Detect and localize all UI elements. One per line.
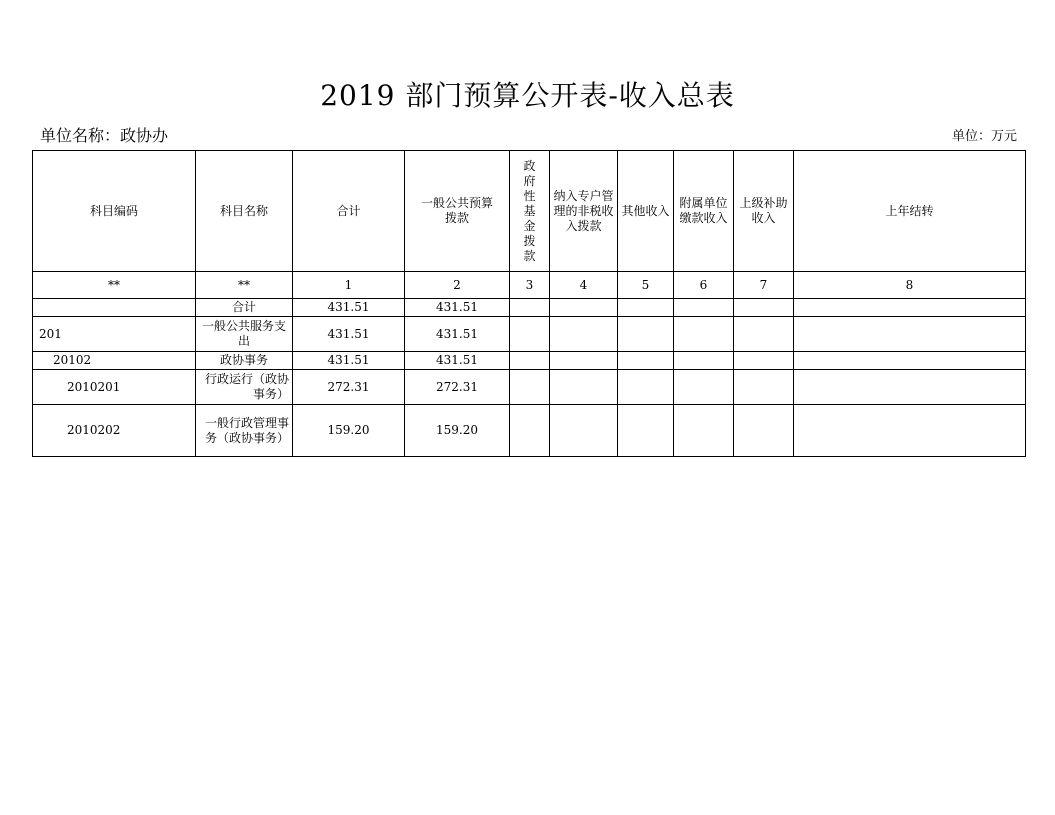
empty-cell bbox=[734, 299, 794, 317]
index-cell: ** bbox=[33, 272, 196, 299]
header-affiliated: 附属单位缴款收入 bbox=[674, 151, 734, 272]
empty-cell bbox=[510, 405, 550, 457]
unit-name: 单位名称：政协办 bbox=[40, 126, 169, 145]
header-row bbox=[33, 151, 1026, 272]
table-row bbox=[33, 317, 1026, 352]
index-cell: 1 bbox=[293, 272, 405, 299]
empty-cell bbox=[510, 299, 550, 317]
header-other: 其他收入 bbox=[618, 151, 674, 272]
row-code: 2010202 bbox=[33, 405, 196, 457]
index-cell: 7 bbox=[734, 272, 794, 299]
row-total: 159.20 bbox=[293, 405, 405, 457]
empty-cell bbox=[550, 405, 618, 457]
unit-label: 单位：万元 bbox=[951, 129, 1017, 144]
empty-cell bbox=[794, 370, 1026, 405]
row-general: 159.20 bbox=[405, 405, 510, 457]
index-cell: ** bbox=[196, 272, 293, 299]
empty-cell bbox=[618, 317, 674, 352]
row-code: 2010201 bbox=[33, 370, 196, 405]
row-general: 431.51 bbox=[405, 317, 510, 352]
empty-cell bbox=[794, 352, 1026, 370]
index-cell: 8 bbox=[794, 272, 1026, 299]
row-code: 201 bbox=[33, 317, 196, 352]
table-row bbox=[33, 370, 1026, 405]
income-summary-table bbox=[32, 150, 1026, 457]
empty-cell bbox=[794, 405, 1026, 457]
empty-cell bbox=[618, 299, 674, 317]
row-general: 431.51 bbox=[405, 352, 510, 370]
header-total: 合计 bbox=[293, 151, 405, 272]
empty-cell bbox=[510, 352, 550, 370]
empty-cell bbox=[618, 352, 674, 370]
header-gov-fund-char: 金 bbox=[523, 218, 536, 233]
empty-cell bbox=[674, 352, 734, 370]
row-code bbox=[33, 299, 196, 317]
empty-cell bbox=[674, 317, 734, 352]
index-cell: 3 bbox=[510, 272, 550, 299]
index-cell: 4 bbox=[550, 272, 618, 299]
empty-cell bbox=[674, 299, 734, 317]
empty-cell bbox=[734, 405, 794, 457]
index-row bbox=[33, 272, 1026, 299]
row-name: 一般行政管理事务（政协事务） bbox=[196, 405, 293, 457]
header-gov-fund-char: 政 bbox=[523, 158, 536, 173]
empty-cell bbox=[674, 370, 734, 405]
header-gov-fund bbox=[510, 151, 550, 272]
row-name: 政协事务 bbox=[196, 352, 293, 370]
empty-cell bbox=[510, 370, 550, 405]
row-general: 272.31 bbox=[405, 370, 510, 405]
header-gov-fund-char: 拨 bbox=[523, 233, 536, 248]
row-total: 431.51 bbox=[293, 317, 405, 352]
page-title: 2019 部门预算公开表-收入总表 bbox=[320, 79, 735, 112]
row-name: 合计 bbox=[196, 299, 293, 317]
empty-cell bbox=[794, 317, 1026, 352]
header-code: 科目编码 bbox=[33, 151, 196, 272]
empty-cell bbox=[674, 405, 734, 457]
empty-cell bbox=[618, 405, 674, 457]
row-name: 行政运行（政协事务） bbox=[196, 370, 293, 405]
header-gov-fund-char: 款 bbox=[523, 248, 536, 263]
empty-cell bbox=[734, 352, 794, 370]
index-cell: 2 bbox=[405, 272, 510, 299]
table-row bbox=[33, 405, 1026, 457]
header-gov-fund-char: 府 bbox=[523, 173, 536, 188]
row-total: 272.31 bbox=[293, 370, 405, 405]
empty-cell bbox=[794, 299, 1026, 317]
empty-cell bbox=[550, 370, 618, 405]
empty-cell bbox=[510, 317, 550, 352]
row-total: 431.51 bbox=[293, 352, 405, 370]
empty-cell bbox=[618, 370, 674, 405]
empty-cell bbox=[550, 299, 618, 317]
row-name: 一般公共服务支出 bbox=[196, 317, 293, 352]
empty-cell bbox=[550, 317, 618, 352]
row-code: 20102 bbox=[33, 352, 196, 370]
index-cell: 6 bbox=[674, 272, 734, 299]
empty-cell bbox=[550, 352, 618, 370]
header-special: 纳入专户管理的非税收入拨款 bbox=[550, 151, 618, 272]
header-general: 一般公共预算拨款 bbox=[405, 151, 510, 272]
header-gov-fund-char: 性 bbox=[523, 188, 536, 203]
header-name: 科目名称 bbox=[196, 151, 293, 272]
table-row bbox=[33, 352, 1026, 370]
header-carryover: 上年结转 bbox=[794, 151, 1026, 272]
header-gov-fund-char: 基 bbox=[523, 203, 536, 218]
index-cell: 5 bbox=[618, 272, 674, 299]
empty-cell bbox=[734, 370, 794, 405]
row-total: 431.51 bbox=[293, 299, 405, 317]
empty-cell bbox=[734, 317, 794, 352]
header-superior: 上级补助收入 bbox=[734, 151, 794, 272]
row-general: 431.51 bbox=[405, 299, 510, 317]
table-row bbox=[33, 299, 1026, 317]
